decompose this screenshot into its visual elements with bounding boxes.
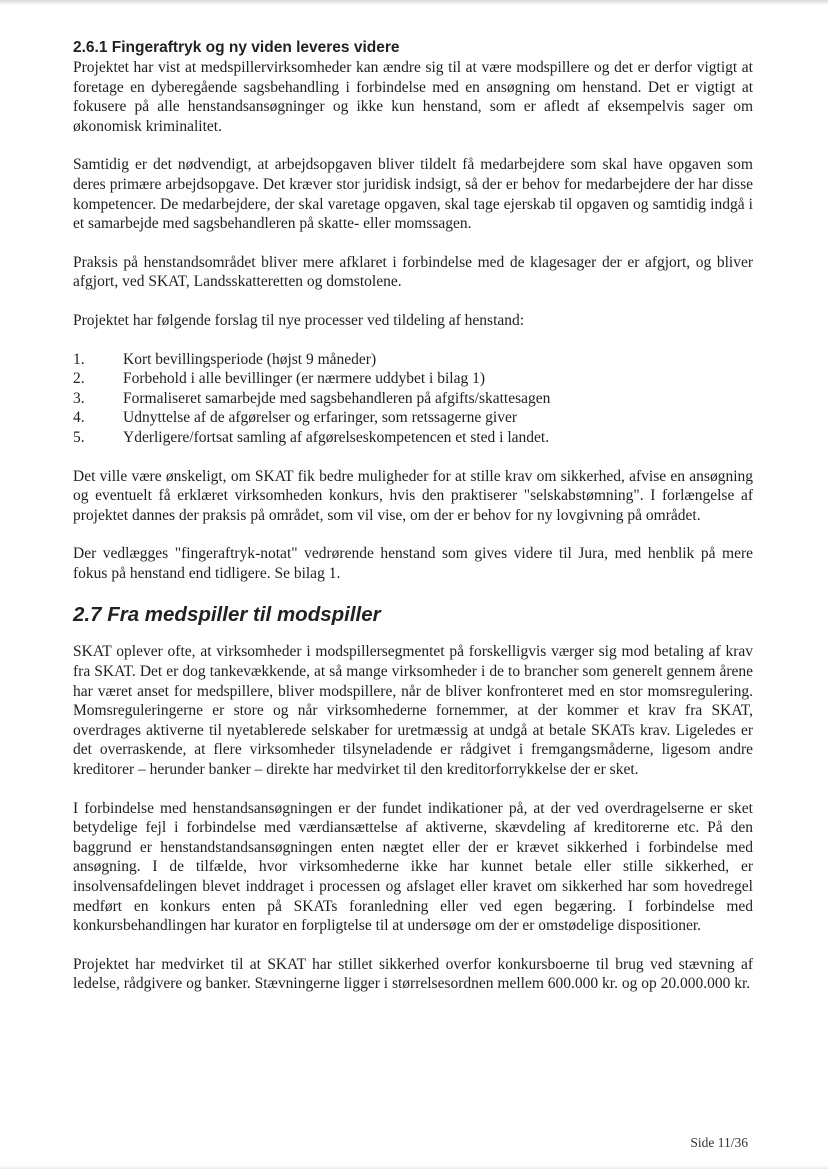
paragraph: SKAT oplever ofte, at virksomheder i modspillersegmentet på forskelligvis værger sig mod betaling af krav fra SKAT. Det er dog tankevækkende, at så mange virksomheder i de to brancher som generelt gennem årene har været anset for medspillere, bliver modspillere, når de bliver konfronteret med en stor momsregulering. Momsreguleringerne er store og når virksomhederne fornemmer, at der kommer et krav fra SKAT, overdrages aktiverne til nyetablerede selskaber for uretmæssig at undgå at betale SKATs krav. Ligeledes er det overraskende, at flere virksomheder tilsyneladende er rådgivet i fremgangsmåderne, ligesom andre kreditorer – herunder banker – direkte har medvirket til den kreditorforrykkelse der er sket. <box>73 643 753 779</box>
list-text: Forbehold i alle bevillinger (er nærmere uddybet i bilag 1) <box>123 370 485 388</box>
list-number: 4. <box>73 409 85 427</box>
list-item <box>73 389 753 409</box>
list-text: Kort bevillingsperiode (højst 9 måneder) <box>123 350 377 368</box>
list-item <box>73 408 753 428</box>
list-number: 2. <box>73 370 85 388</box>
page-top-edge <box>0 0 828 5</box>
document-body <box>73 38 753 1013</box>
paragraph: I forbindelse med henstandsansøgningen er der fundet indikationer på, at der ved overdragelserne er sket betydelige fejl i forbindelse med værdiansættelse af aktiverne, skævdeling af kreditorerne etc. På den baggrund er henstandstandsansøgningen enten nægtet eller der er krævet sikkerhed i forbindelse med ansøgning. I de tilfælde, hvor virksomhederne ikke har kunnet betale eller stille sikkerhed, er insolvensafdelingen blevet inddraget i processen og afslaget eller kravet om sikkerhed har som hovedregel medført en konkurs enten på SKATs foranledning eller ved egen begæring. I forbindelse med konkursbehandlingen har kurator en forpligtelse til at undersøge om der er omstødelige dispositioner. <box>73 799 753 935</box>
paragraph: Projektet har følgende forslag til nye processer ved tildeling af henstand: <box>73 311 525 329</box>
section-2-6-1-heading: 2.6.1 Fingeraftryk og ny viden leveres videre <box>73 39 400 56</box>
paragraph: Projektet har medvirket til at SKAT har stillet sikkerhed overfor konkursboerne til brug ved stævning af ledelse, rådgivere og banker. Stævningerne ligger i størrelsesordnen mellem 600.000 kr. og op 20.000.000 kr. <box>73 955 753 993</box>
paragraph: Praksis på henstandsområdet bliver mere afklaret i forbindelse med de klagesager der er afgjort, og bliver afgjort, ved SKAT, Landsskatteretten og domstolene. <box>73 253 753 291</box>
list-text: Formaliseret samarbejde med sagsbehandleren på afgifts/skattesagen <box>123 389 551 407</box>
list-item <box>73 369 753 389</box>
proposal-list <box>73 350 753 448</box>
page-bottom-edge <box>0 1165 828 1169</box>
list-item <box>73 350 753 370</box>
paragraph: Projektet har vist at medspillervirksomheder kan ændre sig til at være modspillere og det er derfor vigtigt at foretage en dyberegående sagsbehandling i forbindelse med en ansøgning om henstand. Det er vigtigt at fokusere på alle henstandsansøgninger og ikke kun henstand, som er afledt af eksempelvis sager om økonomisk kriminalitet. <box>73 59 753 135</box>
list-text: Yderligere/fortsat samling af afgørelseskompetencen et sted i landet. <box>123 428 550 446</box>
list-item <box>73 428 753 448</box>
list-text: Udnyttelse af de afgørelser og erfaringer, som retssagerne giver <box>123 409 518 427</box>
list-number: 5. <box>73 428 85 446</box>
paragraph: Samtidig er det nødvendigt, at arbejdsopgaven bliver tildelt få medarbejdere som skal have opgaven som deres primære arbejdsopgave. Det kræver stor juridisk indsigt, så der er behov for medarbejdere der har disse kompetencer. De medarbejdere, der skal varetage opgaven, skal tage ejerskab til opgaven og samtidig indgå i et samarbejde med sagsbehandleren på skatte- eller momssagen. <box>73 156 753 233</box>
list-number: 3. <box>73 389 85 407</box>
paragraph: Det ville være ønskeligt, om SKAT fik bedre muligheder for at stille krav om sikkerhed, afvise en ansøgning og eventuelt få erklæret virksomheden konkurs, hvis den praktiserer "selskabstømning". I forlængelse af projektet dannes der praksis på området, som vil vise, om der er behov for ny lovgivning på området. <box>73 467 753 524</box>
section-2-7-heading: 2.7 Fra medspiller til modspiller <box>73 603 381 627</box>
list-number: 1. <box>73 350 85 368</box>
paragraph: Der vedlægges "fingeraftryk-notat" vedrørende henstand som gives videre til Jura, med henblik på mere fokus på henstand end tidligere. Se bilag 1. <box>73 545 753 582</box>
page-number: Side 11/36 <box>690 1135 748 1150</box>
